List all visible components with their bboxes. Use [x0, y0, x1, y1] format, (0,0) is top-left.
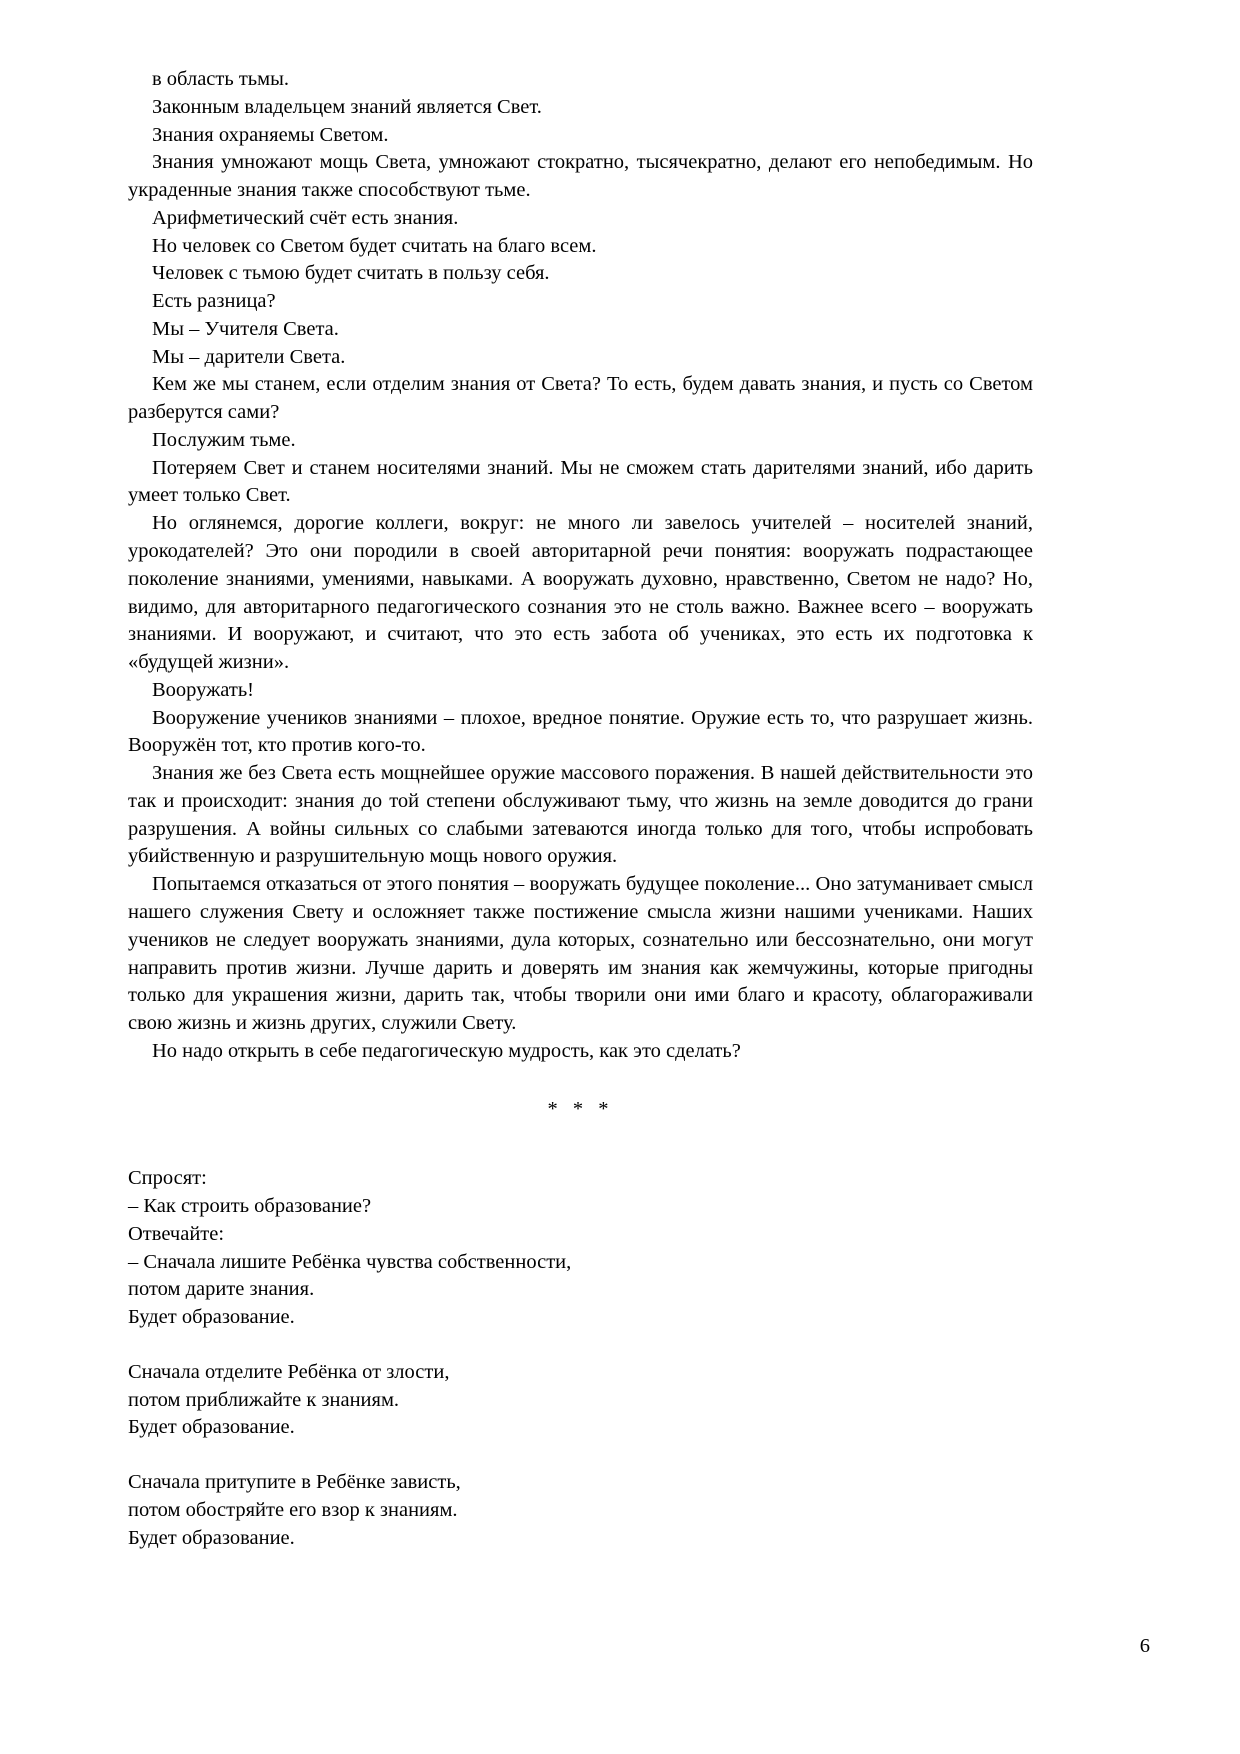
body-paragraph: Вооружение учеников знаниями – плохое, вредное понятие. Оружие есть то, что разрушает жизнь. Вооружён тот, кто против кого-то.: [128, 706, 1033, 757]
verse-line: Отвечайте:: [128, 1222, 225, 1245]
verse-line: потом дарите знания.: [128, 1278, 315, 1301]
body-line: Арифметический счёт есть знания.: [152, 206, 459, 229]
body-paragraph: Знания же без Света есть мощнейшее оружие массового поражения. В нашей действительности это так и происходит: знания до той степени обслуживают тьму, что жизнь на земле доводится до грани разрушения. А войны сильных со слабыми затеваются иногда только для того, чтобы испробовать убийственную и разрушительную мощь нового оружия.: [128, 762, 1033, 868]
separator-top-spacer: [128, 1066, 1033, 1096]
verse-stanza: [128, 1165, 1033, 1332]
page-number: 6: [1139, 1635, 1150, 1657]
body-line: Мы – Учителя Света.: [152, 317, 339, 340]
body-paragraph: Кем же мы станем, если отделим знания от Света? То есть, будем давать знания, и пусть со Светом разберутся сами?: [128, 373, 1033, 424]
stanza-gap: [128, 1332, 1033, 1359]
page-body: [128, 66, 1033, 1553]
body-line: Человек с тьмою будет считать в пользу себя.: [152, 262, 550, 285]
verse-stanza: [128, 1359, 1033, 1442]
section-separator: * * *: [547, 1097, 614, 1120]
verse-line: Сначала притупите в Ребёнке зависть,: [128, 1471, 461, 1494]
verse-line: потом обостряйте его взор к знаниям.: [128, 1498, 458, 1521]
separator-bottom-spacer: [128, 1123, 1033, 1165]
verse-line: Будет образование.: [128, 1416, 295, 1439]
body-line: Но человек со Светом будет считать на благо всем.: [152, 234, 597, 257]
verse-stanza: [128, 1469, 1033, 1552]
verse-line: – Как строить образование?: [128, 1195, 372, 1218]
body-paragraph: Попытаемся отказаться от этого понятия – вооружать будущее поколение... Оно затуманивает смысл нашего служения Свету и осложняет также постижение смысла жизни нашими учениками. Наших учеников не следует вооружать знаниями, дула которых, сознательно или бессознательно, они могут направить против жизни. Лучше дарить и доверять им знания как жемчужины, которые пригодны только для украшения жизни, дарить так, чтобы творили они ими благо и красоту, облагораживали свою жизнь и жизнь других, служили Свету.: [128, 873, 1033, 1035]
body-line: Есть разница?: [152, 290, 276, 313]
body-line: Послужим тьме.: [152, 428, 296, 451]
verse-line: Будет образование.: [128, 1526, 295, 1549]
body-line: в область тьмы.: [152, 68, 290, 90]
verse-line: потом приближайте к знаниям.: [128, 1388, 400, 1411]
verse-line: Сначала отделите Ребёнка от злости,: [128, 1360, 450, 1383]
stanza-gap: [128, 1442, 1033, 1469]
body-line: Мы – дарители Света.: [152, 345, 346, 368]
verse-line: Спросят:: [128, 1167, 207, 1190]
body-paragraph: Потеряем Свет и станем носителями знаний. Мы не сможем стать дарителями знаний, ибо дарить умеет только Свет.: [128, 456, 1033, 507]
body-line: Но надо открыть в себе педагогическую мудрость, как это сделать?: [152, 1039, 741, 1062]
verse-line: Будет образование.: [128, 1306, 295, 1329]
verse-line: – Сначала лишите Ребёнка чувства собственности,: [128, 1250, 572, 1273]
body-paragraph: Но оглянемся, дорогие коллеги, вокруг: не много ли завелось учителей – носителей знаний, урокодателей? Это они породили в своей авторитарной речи понятия: вооружать подрастающее поколение знаниями, умениями, навыками. А вооружать духовно, нравственно, Светом не надо? Но, видимо, для авторитарного педагогического сознания это не столь важно. Важнее всего – вооружать знаниями. И вооружают, и считают, что это есть забота об учениках, это есть их подготовка к «будущей жизни».: [128, 512, 1033, 674]
body-text-blocks: [128, 66, 1033, 1066]
body-paragraph: Знания умножают мощь Света, умножают стократно, тысячекратно, делают его непобедимым. Но украденные знания также способствуют тьме.: [128, 151, 1033, 202]
verse-stanzas: [128, 1165, 1033, 1552]
body-line: Законным владельцем знаний является Свет.: [152, 95, 542, 118]
body-line: Знания охраняемы Светом.: [152, 123, 389, 146]
body-line: Вооружать!: [152, 678, 254, 701]
